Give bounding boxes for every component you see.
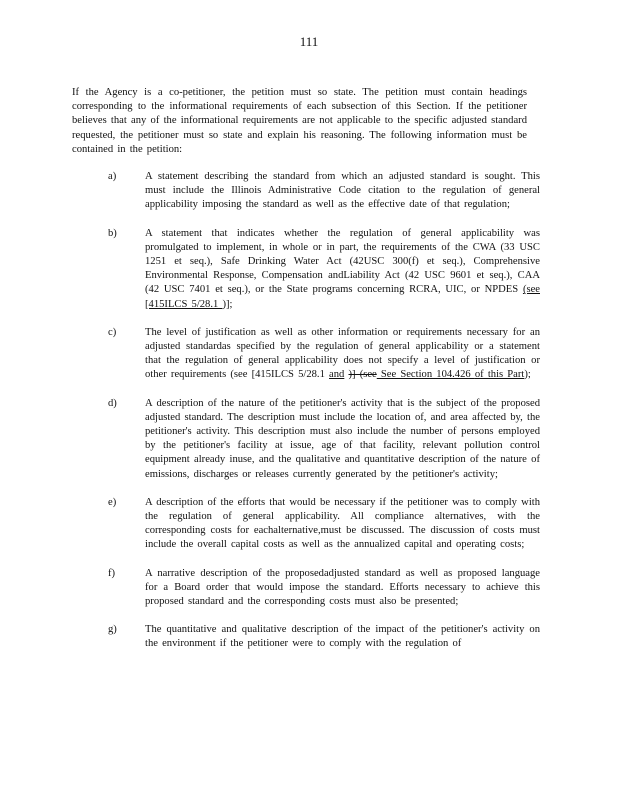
item-letter: f) bbox=[108, 567, 116, 579]
item-text: The quantitative and qualitative description of the impact of the petitioner's activity on the environment if the petitioner were to comply with the regulation of bbox=[145, 624, 540, 650]
see-section-text: See Section 104.426 bbox=[376, 369, 475, 381]
item-letter: d) bbox=[108, 397, 117, 409]
item-letter: a) bbox=[108, 171, 117, 182]
struck-text: )] (see bbox=[348, 369, 377, 381]
item-letter: b) bbox=[108, 227, 117, 239]
item-text: A narrative description of the proposedadjusted standard as well as proposed language for a Board order that would impose the standard. Efforts necessary to achieve this proposed standard and the corresponding costs must also be presented; bbox=[145, 567, 540, 608]
item-text-end: ); bbox=[524, 369, 531, 381]
underlined-citation: (see [415ILCS 5/28.1 )] bbox=[145, 284, 540, 310]
list-item-a bbox=[0, 170, 618, 213]
item-text-end: ; bbox=[229, 298, 233, 310]
item-text-main: A statement that indicates whether the regulation of general applicability was promulgated to implement, in whole or in part, the requirements of the CWA (33 USC 1251 et seq.), Safe Drinking Water Act (42USC 300(f) et seq.), Comprehensive Environmental Response, Compensation andLiability Act (42 USC 9601 et seq.), CAA (42 USC 7401 et seq.), or the State programs concerning RCRA, UIC, or NPDES bbox=[145, 227, 540, 296]
underlined-and: and bbox=[329, 369, 345, 381]
list-item-g bbox=[0, 623, 618, 651]
intro-paragraph: If the Agency is a co-petitioner, the petition must so state. The petition must contain headings corresponding to the informational requirements of each subsection of this Section. If the petitioner believes that any of the informational requirements are not applicable to the specific adjusted standard requested, the petitioner must so state and explain his reasoning. The following information must be contained in the petition: bbox=[72, 87, 527, 155]
item-text-main: The level of justification as well as other information or requirements necessary for an adjusted standardas specified by the regulation of general applicability or a statement that the regulation of general applicability does not specify a level of justification or other requirements (see [415ILCS 5/28.1 bbox=[145, 326, 540, 381]
item-text: A statement describing the standard from which an adjusted standard is sought. This must include the Illinois Administrative Code citation to the regulation of general applicability imposing the standard as well as the effective date of that regulation; bbox=[145, 171, 540, 211]
item-text bbox=[145, 227, 540, 312]
item-letter: e) bbox=[108, 496, 117, 508]
page-number: 111 bbox=[299, 34, 319, 49]
list-item-c bbox=[0, 326, 618, 383]
item-text bbox=[145, 326, 540, 383]
list-item-f bbox=[0, 567, 618, 610]
list-item-e bbox=[0, 496, 618, 553]
of-this-part-text: of this Part bbox=[474, 369, 525, 381]
item-text: A description of the efforts that would be necessary if the petitioner was to comply with the regulation of general applicability. All compliance alternatives, with the corresponding costs for eachalternative,must be discussed. The discussion of costs must include the overall capital costs as well as the annualized capital and operating costs; bbox=[145, 496, 540, 551]
item-letter: g) bbox=[108, 624, 117, 636]
list-item-b bbox=[0, 227, 618, 312]
item-letter: c) bbox=[108, 326, 117, 338]
requirements-list bbox=[0, 170, 618, 666]
item-text: A description of the nature of the petitioner's activity that is the subject of the proposed adjusted standard. The description must include the location of, and area affected by, the petitioner's activity. This description must also include the number of persons employed by the petitioner's facility at issue, age of that facility, relevant pollution control equipment already inuse, and the qualitative and quantitative description of the nature of emissions, discharges or releases currently generated by the petitioner's activity; bbox=[145, 397, 540, 480]
list-item-d bbox=[0, 397, 618, 482]
